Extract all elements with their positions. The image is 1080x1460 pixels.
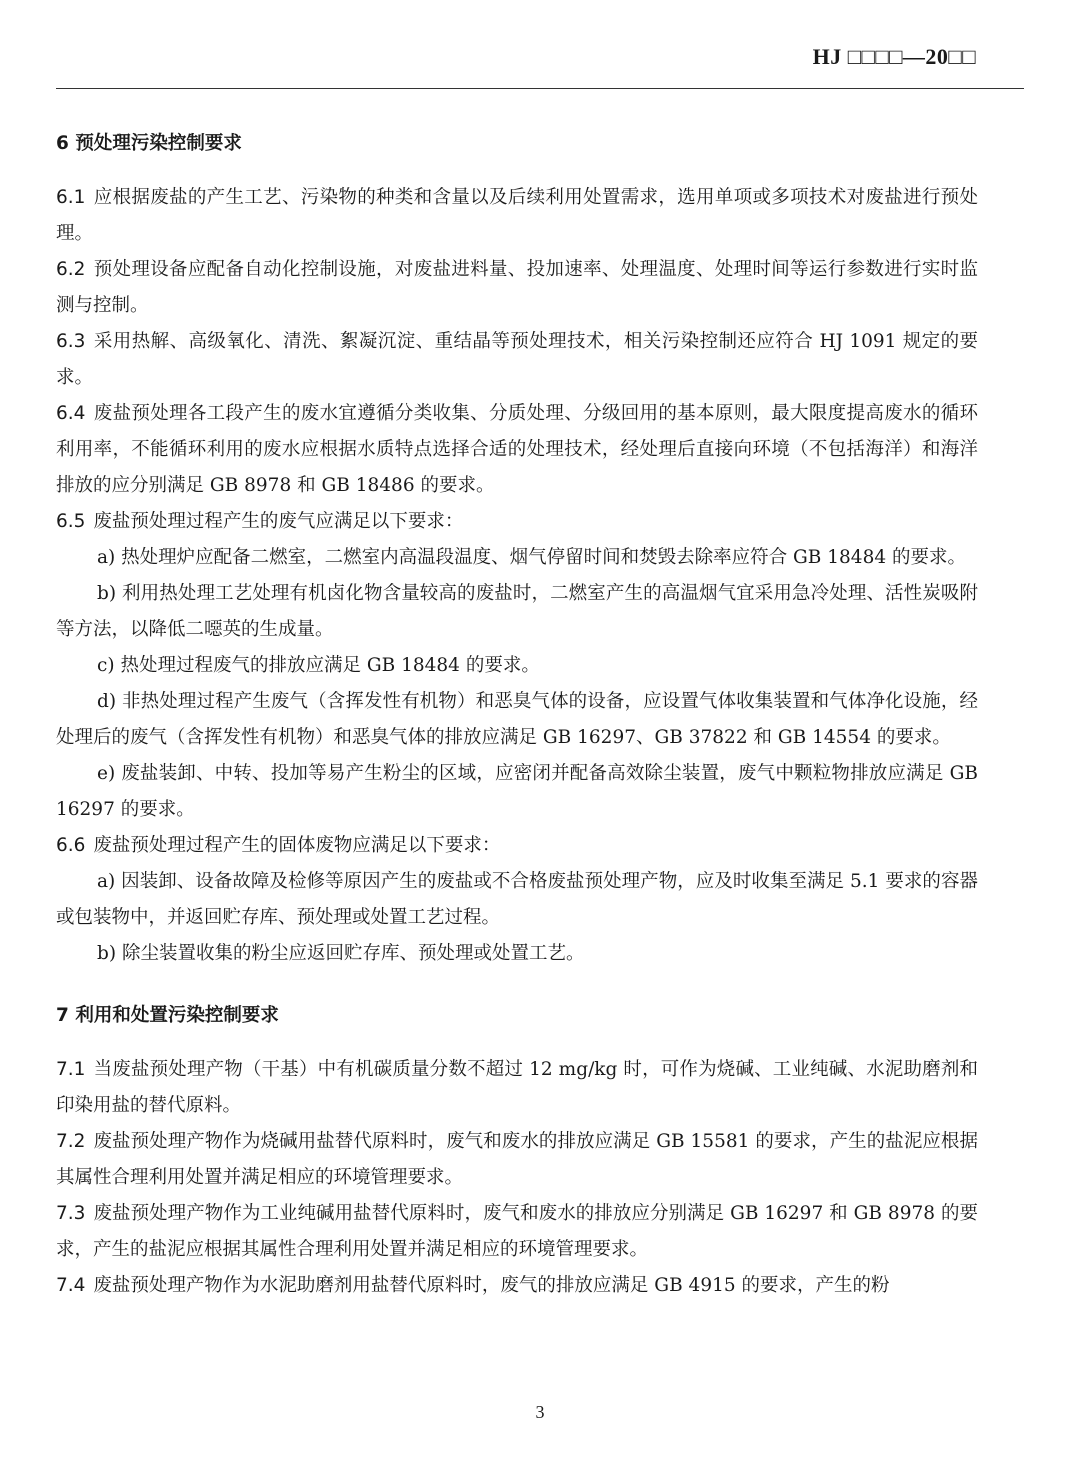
clause-6-6-item-b: b) 除尘装置收集的粉尘应返回贮存库、预处理或处置工艺。 (97, 943, 585, 964)
header-divider (56, 88, 1024, 89)
clause-number: 6.4 (56, 403, 86, 424)
clause-6-2 (56, 252, 978, 324)
clause-6-3 (56, 324, 978, 396)
clause-6-5 (56, 504, 978, 540)
clause-text: 废盐预处理产物作为烧碱用盐替代原料时，废气和废水的排放应满足 GB 15581 的要求，产生的盐泥应根据其属性合理利用处置并满足相应的环境管理要求。 (56, 1131, 978, 1188)
section-6-title: 6 预处理污染控制要求 (56, 133, 242, 154)
clause-number: 7.1 (56, 1059, 86, 1080)
clause-number: 7.4 (56, 1275, 86, 1296)
clause-number: 7.3 (56, 1203, 86, 1224)
clause-6-6-item-a: a) 因装卸、设备故障及检修等原因产生的废盐或不合格废盐预处理产物，应及时收集至满足 5.1 要求的容器或包装物中，并返回贮存库、预处理或处置工艺过程。 (56, 871, 978, 928)
clause-6-4 (56, 396, 978, 504)
clause-text: 采用热解、高级氧化、清洗、絮凝沉淀、重结晶等预处理技术，相关污染控制还应符合 HJ 1091 规定的要求。 (56, 331, 978, 388)
clause-text: 预处理设备应配备自动化控制设施，对废盐进料量、投加速率、处理温度、处理时间等运行参数进行实时监测与控制。 (56, 259, 978, 316)
clause-number: 6.1 (56, 187, 86, 208)
clause-7-3 (56, 1196, 978, 1268)
clause-text: 废盐预处理产物作为工业纯碱用盐替代原料时，废气和废水的排放应分别满足 GB 16297 和 GB 8978 的要求，产生的盐泥应根据其属性合理利用处置并满足相应的环境管理要求。 (56, 1203, 978, 1260)
clause-6-6 (56, 828, 978, 864)
page-number: 3 (535, 1402, 545, 1422)
clause-text: 废盐预处理产物作为水泥助磨剂用盐替代原料时，废气的排放应满足 GB 4915 的要求，产生的粉 (93, 1275, 890, 1296)
section-7-title: 7 利用和处置污染控制要求 (56, 1005, 279, 1026)
clause-text: 废盐预处理过程产生的固体废物应满足以下要求： (93, 835, 501, 856)
clause-number: 6.2 (56, 259, 86, 280)
clause-number: 6.3 (56, 331, 86, 352)
clause-text: 应根据废盐的产生工艺、污染物的种类和含量以及后续利用处置需求，选用单项或多项技术对废盐进行预处理。 (56, 187, 978, 244)
clause-6-5-item-c: c) 热处理过程废气的排放应满足 GB 18484 的要求。 (97, 655, 540, 676)
clause-7-1 (56, 1052, 978, 1124)
clause-6-1 (56, 180, 978, 252)
clause-7-4 (56, 1268, 978, 1304)
clause-number: 7.2 (56, 1131, 86, 1152)
clause-text: 废盐预处理过程产生的废气应满足以下要求： (93, 511, 464, 532)
document-body (56, 126, 978, 1304)
standard-code-header: HJ □□□□—20□□ (812, 44, 976, 69)
clause-6-5-item-a: a) 热处理炉应配备二燃室，二燃室内高温段温度、烟气停留时间和焚毁去除率应符合 GB 18484 的要求。 (97, 547, 966, 568)
clause-6-5-item-b: b) 利用热处理工艺处理有机卤化物含量较高的废盐时，二燃室产生的高温烟气宜采用急冷处理、活性炭吸附等方法，以降低二噁英的生成量。 (56, 583, 978, 640)
clause-6-5-item-d: d) 非热处理过程产生废气（含挥发性有机物）和恶臭气体的设备，应设置气体收集装置和气体净化设施，经处理后的废气（含挥发性有机物）和恶臭气体的排放应满足 GB 16297、GB 37822 和 GB 14554 的要求。 (56, 691, 978, 748)
clause-7-2 (56, 1124, 978, 1196)
clause-number: 6.6 (56, 835, 86, 856)
clause-number: 6.5 (56, 511, 86, 532)
clause-6-5-item-e: e) 废盐装卸、中转、投加等易产生粉尘的区域，应密闭并配备高效除尘装置，废气中颗粒物排放应满足 GB 16297 的要求。 (56, 763, 978, 820)
clause-text: 当废盐预处理产物（干基）中有机碳质量分数不超过 12 mg/kg 时，可作为烧碱、工业纯碱、水泥助磨剂和印染用盐的替代原料。 (56, 1059, 978, 1116)
clause-text: 废盐预处理各工段产生的废水宜遵循分类收集、分质处理、分级回用的基本原则，最大限度提高废水的循环利用率，不能循环利用的废水应根据水质特点选择合适的处理技术，经处理后直接向环境（不包括海洋）和海洋排放的应分别满足 GB 8978 和 GB 18486 的要求。 (56, 403, 978, 496)
